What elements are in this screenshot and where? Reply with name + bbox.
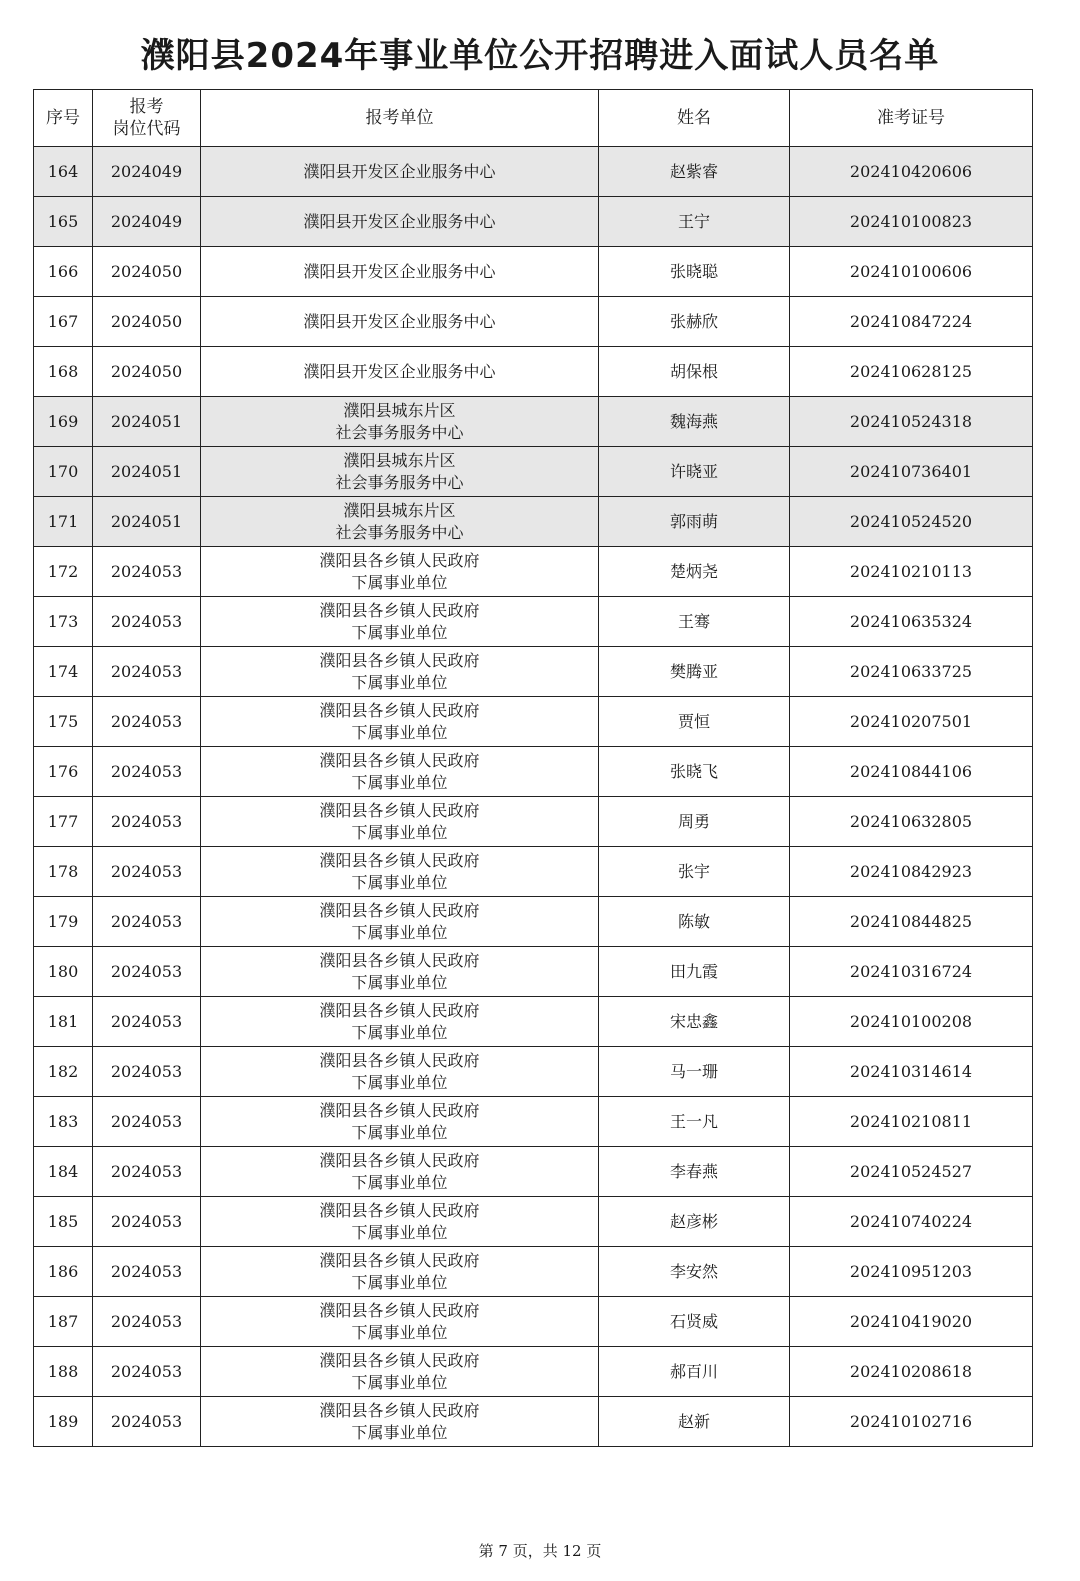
cell-position-code: 2024053 [93, 897, 201, 947]
table-row [34, 1047, 1033, 1097]
cell-seq: 165 [34, 197, 93, 247]
cell-ticket-number: 202410208618 [790, 1347, 1033, 1397]
cell-name: 陈敏 [599, 897, 790, 947]
unit-line2: 下属事业单位 [351, 722, 448, 742]
cell-ticket-number: 202410419020 [790, 1297, 1033, 1347]
cell-unit [201, 397, 599, 447]
cell-ticket-number: 202410420606 [790, 147, 1033, 197]
table-row [34, 147, 1033, 197]
cell-unit [201, 547, 599, 597]
table-row [34, 347, 1033, 397]
cell-unit [201, 197, 599, 247]
cell-unit [201, 897, 599, 947]
unit-line2: 下属事业单位 [351, 1422, 448, 1442]
cell-unit [201, 297, 599, 347]
cell-ticket-number: 202410951203 [790, 1247, 1033, 1297]
header-name: 姓名 [599, 90, 790, 147]
unit-line2: 社会事务服务中心 [335, 522, 464, 542]
cell-seq: 184 [34, 1147, 93, 1197]
header-position-code [93, 90, 201, 147]
unit-line1: 濮阳县各乡镇人民政府 [319, 1050, 480, 1070]
cell-ticket-number: 202410847224 [790, 297, 1033, 347]
cell-name: 李春燕 [599, 1147, 790, 1197]
unit-line2: 下属事业单位 [351, 1272, 448, 1292]
unit-line1: 濮阳县城东片区 [343, 400, 456, 420]
cell-ticket-number: 202410524520 [790, 497, 1033, 547]
cell-name: 魏海燕 [599, 397, 790, 447]
table-row [34, 1147, 1033, 1197]
unit-line2: 下属事业单位 [351, 872, 448, 892]
cell-name: 张晓飞 [599, 747, 790, 797]
cell-name: 许晓亚 [599, 447, 790, 497]
cell-seq: 185 [34, 1197, 93, 1247]
table-body [34, 147, 1033, 1447]
cell-position-code: 2024050 [93, 297, 201, 347]
cell-unit [201, 247, 599, 297]
table-row [34, 997, 1033, 1047]
cell-name: 周勇 [599, 797, 790, 847]
cell-unit [201, 147, 599, 197]
cell-unit [201, 1297, 599, 1347]
unit-line1: 濮阳县各乡镇人民政府 [319, 750, 480, 770]
cell-position-code: 2024053 [93, 1347, 201, 1397]
header-seq: 序号 [34, 90, 93, 147]
unit-line2: 下属事业单位 [351, 922, 448, 942]
unit-line1: 濮阳县城东片区 [343, 500, 456, 520]
cell-name: 郝百川 [599, 1347, 790, 1397]
cell-seq: 167 [34, 297, 93, 347]
unit-line1: 濮阳县各乡镇人民政府 [319, 600, 480, 620]
cell-seq: 175 [34, 697, 93, 747]
unit-line1: 濮阳县各乡镇人民政府 [319, 1100, 480, 1120]
table-row [34, 897, 1033, 947]
cell-position-code: 2024049 [93, 197, 201, 247]
cell-position-code: 2024050 [93, 247, 201, 297]
cell-unit [201, 697, 599, 747]
page-footer: 第 7 页，共 12 页 [478, 1542, 602, 1560]
cell-name: 胡保根 [599, 347, 790, 397]
table-row [34, 497, 1033, 547]
cell-position-code: 2024053 [93, 1197, 201, 1247]
cell-name: 王宁 [599, 197, 790, 247]
unit-line2: 社会事务服务中心 [335, 422, 464, 442]
cell-name: 赵紫睿 [599, 147, 790, 197]
cell-seq: 174 [34, 647, 93, 697]
cell-position-code: 2024050 [93, 347, 201, 397]
unit-line1: 濮阳县各乡镇人民政府 [319, 1350, 480, 1370]
cell-position-code: 2024053 [93, 1397, 201, 1447]
unit-line2: 下属事业单位 [351, 1322, 448, 1342]
cell-position-code: 2024053 [93, 697, 201, 747]
cell-ticket-number: 202410740224 [790, 1197, 1033, 1247]
cell-unit [201, 1197, 599, 1247]
unit-line1: 濮阳县开发区企业服务中心 [303, 211, 496, 231]
table-row [34, 747, 1033, 797]
cell-name: 楚炳尧 [599, 547, 790, 597]
unit-line2: 下属事业单位 [351, 1172, 448, 1192]
cell-seq: 189 [34, 1397, 93, 1447]
table-row [34, 547, 1033, 597]
unit-line1: 濮阳县各乡镇人民政府 [319, 1000, 480, 1020]
cell-seq: 164 [34, 147, 93, 197]
cell-name: 赵彦彬 [599, 1197, 790, 1247]
cell-unit [201, 1147, 599, 1197]
cell-position-code: 2024051 [93, 397, 201, 447]
table-row [34, 1347, 1033, 1397]
cell-seq: 177 [34, 797, 93, 847]
table-row [34, 597, 1033, 647]
cell-unit [201, 797, 599, 847]
cell-name: 田九霞 [599, 947, 790, 997]
cell-seq: 182 [34, 1047, 93, 1097]
table-row [34, 697, 1033, 747]
cell-ticket-number: 202410210811 [790, 1097, 1033, 1147]
cell-unit [201, 497, 599, 547]
cell-ticket-number: 202410524527 [790, 1147, 1033, 1197]
table-row [34, 847, 1033, 897]
cell-unit [201, 347, 599, 397]
cell-ticket-number: 202410207501 [790, 697, 1033, 747]
cell-unit [201, 1397, 599, 1447]
cell-name: 李安然 [599, 1247, 790, 1297]
table-row [34, 397, 1033, 447]
unit-line1: 濮阳县各乡镇人民政府 [319, 850, 480, 870]
cell-position-code: 2024053 [93, 1047, 201, 1097]
cell-unit [201, 647, 599, 697]
cell-name: 马一珊 [599, 1047, 790, 1097]
unit-line2: 社会事务服务中心 [335, 472, 464, 492]
cell-position-code: 2024053 [93, 747, 201, 797]
cell-seq: 176 [34, 747, 93, 797]
cell-name: 宋忠鑫 [599, 997, 790, 1047]
cell-seq: 168 [34, 347, 93, 397]
unit-line1: 濮阳县各乡镇人民政府 [319, 900, 480, 920]
cell-name: 赵新 [599, 1397, 790, 1447]
unit-line1: 濮阳县城东片区 [343, 450, 456, 470]
header-unit: 报考单位 [201, 90, 599, 147]
cell-name: 张赫欣 [599, 297, 790, 347]
cell-ticket-number: 202410635324 [790, 597, 1033, 647]
cell-unit [201, 1347, 599, 1397]
cell-unit [201, 847, 599, 897]
table-row [34, 797, 1033, 847]
table-row [34, 297, 1033, 347]
table-row [34, 647, 1033, 697]
cell-unit [201, 597, 599, 647]
unit-line2: 下属事业单位 [351, 672, 448, 692]
header-code-line2: 岗位代码 [112, 119, 181, 139]
cell-name: 贾恒 [599, 697, 790, 747]
cell-position-code: 2024051 [93, 497, 201, 547]
cell-name: 张宇 [599, 847, 790, 897]
unit-line1: 濮阳县各乡镇人民政府 [319, 800, 480, 820]
table-row [34, 197, 1033, 247]
cell-ticket-number: 202410100606 [790, 247, 1033, 297]
cell-ticket-number: 202410628125 [790, 347, 1033, 397]
unit-line1: 濮阳县开发区企业服务中心 [303, 261, 496, 281]
table-row [34, 947, 1033, 997]
cell-name: 樊腾亚 [599, 647, 790, 697]
cell-unit [201, 997, 599, 1047]
cell-ticket-number: 202410210113 [790, 547, 1033, 597]
cell-seq: 173 [34, 597, 93, 647]
unit-line1: 濮阳县开发区企业服务中心 [303, 361, 496, 381]
cell-unit [201, 747, 599, 797]
unit-line1: 濮阳县各乡镇人民政府 [319, 1300, 480, 1320]
unit-line1: 濮阳县开发区企业服务中心 [303, 161, 496, 181]
cell-ticket-number: 202410633725 [790, 647, 1033, 697]
cell-seq: 166 [34, 247, 93, 297]
cell-seq: 171 [34, 497, 93, 547]
table-row [34, 1297, 1033, 1347]
cell-unit [201, 1247, 599, 1297]
cell-seq: 181 [34, 997, 93, 1047]
unit-line1: 濮阳县各乡镇人民政府 [319, 1400, 480, 1420]
unit-line1: 濮阳县各乡镇人民政府 [319, 650, 480, 670]
cell-ticket-number: 202410102716 [790, 1397, 1033, 1447]
unit-line1: 濮阳县各乡镇人民政府 [319, 700, 480, 720]
cell-seq: 187 [34, 1297, 93, 1347]
cell-name: 石贤威 [599, 1297, 790, 1347]
page-title: 濮阳县2024年事业单位公开招聘进入面试人员名单 [140, 36, 940, 76]
cell-position-code: 2024053 [93, 1147, 201, 1197]
unit-line2: 下属事业单位 [351, 622, 448, 642]
unit-line1: 濮阳县各乡镇人民政府 [319, 550, 480, 570]
cell-position-code: 2024053 [93, 1247, 201, 1297]
header-code-line1: 报考 [129, 97, 164, 117]
candidate-table [33, 89, 1033, 1447]
cell-seq: 179 [34, 897, 93, 947]
cell-seq: 183 [34, 1097, 93, 1147]
cell-seq: 180 [34, 947, 93, 997]
table-header-row [34, 90, 1033, 147]
cell-unit [201, 1097, 599, 1147]
unit-line2: 下属事业单位 [351, 772, 448, 792]
cell-position-code: 2024049 [93, 147, 201, 197]
header-ticket: 准考证号 [790, 90, 1033, 147]
cell-position-code: 2024053 [93, 647, 201, 697]
cell-position-code: 2024053 [93, 797, 201, 847]
unit-line2: 下属事业单位 [351, 1222, 448, 1242]
unit-line1: 濮阳县各乡镇人民政府 [319, 1150, 480, 1170]
cell-ticket-number: 202410100823 [790, 197, 1033, 247]
cell-ticket-number: 202410842923 [790, 847, 1033, 897]
cell-ticket-number: 202410736401 [790, 447, 1033, 497]
cell-name: 王一凡 [599, 1097, 790, 1147]
cell-name: 郭雨萌 [599, 497, 790, 547]
unit-line2: 下属事业单位 [351, 972, 448, 992]
cell-seq: 188 [34, 1347, 93, 1397]
unit-line2: 下属事业单位 [351, 1022, 448, 1042]
cell-position-code: 2024053 [93, 1097, 201, 1147]
cell-unit [201, 947, 599, 997]
unit-line2: 下属事业单位 [351, 1072, 448, 1092]
cell-ticket-number: 202410316724 [790, 947, 1033, 997]
cell-seq: 169 [34, 397, 93, 447]
table-row [34, 447, 1033, 497]
cell-position-code: 2024053 [93, 847, 201, 897]
cell-seq: 170 [34, 447, 93, 497]
cell-seq: 178 [34, 847, 93, 897]
cell-position-code: 2024053 [93, 547, 201, 597]
cell-ticket-number: 202410314614 [790, 1047, 1033, 1097]
table-row [34, 247, 1033, 297]
unit-line2: 下属事业单位 [351, 1372, 448, 1392]
cell-seq: 186 [34, 1247, 93, 1297]
cell-position-code: 2024053 [93, 1297, 201, 1347]
table-row [34, 1247, 1033, 1297]
cell-position-code: 2024051 [93, 447, 201, 497]
cell-name: 王骞 [599, 597, 790, 647]
unit-line2: 下属事业单位 [351, 572, 448, 592]
cell-unit [201, 447, 599, 497]
unit-line2: 下属事业单位 [351, 822, 448, 842]
cell-ticket-number: 202410100208 [790, 997, 1033, 1047]
unit-line1: 濮阳县各乡镇人民政府 [319, 1250, 480, 1270]
cell-name: 张晓聪 [599, 247, 790, 297]
cell-seq: 172 [34, 547, 93, 597]
cell-unit [201, 1047, 599, 1097]
table-row [34, 1097, 1033, 1147]
unit-line1: 濮阳县各乡镇人民政府 [319, 950, 480, 970]
cell-position-code: 2024053 [93, 947, 201, 997]
table-row [34, 1397, 1033, 1447]
cell-ticket-number: 202410844825 [790, 897, 1033, 947]
cell-ticket-number: 202410524318 [790, 397, 1033, 447]
unit-line1: 濮阳县各乡镇人民政府 [319, 1200, 480, 1220]
cell-ticket-number: 202410844106 [790, 747, 1033, 797]
unit-line2: 下属事业单位 [351, 1122, 448, 1142]
table-row [34, 1197, 1033, 1247]
cell-ticket-number: 202410632805 [790, 797, 1033, 847]
unit-line1: 濮阳县开发区企业服务中心 [303, 311, 496, 331]
cell-position-code: 2024053 [93, 597, 201, 647]
cell-position-code: 2024053 [93, 997, 201, 1047]
